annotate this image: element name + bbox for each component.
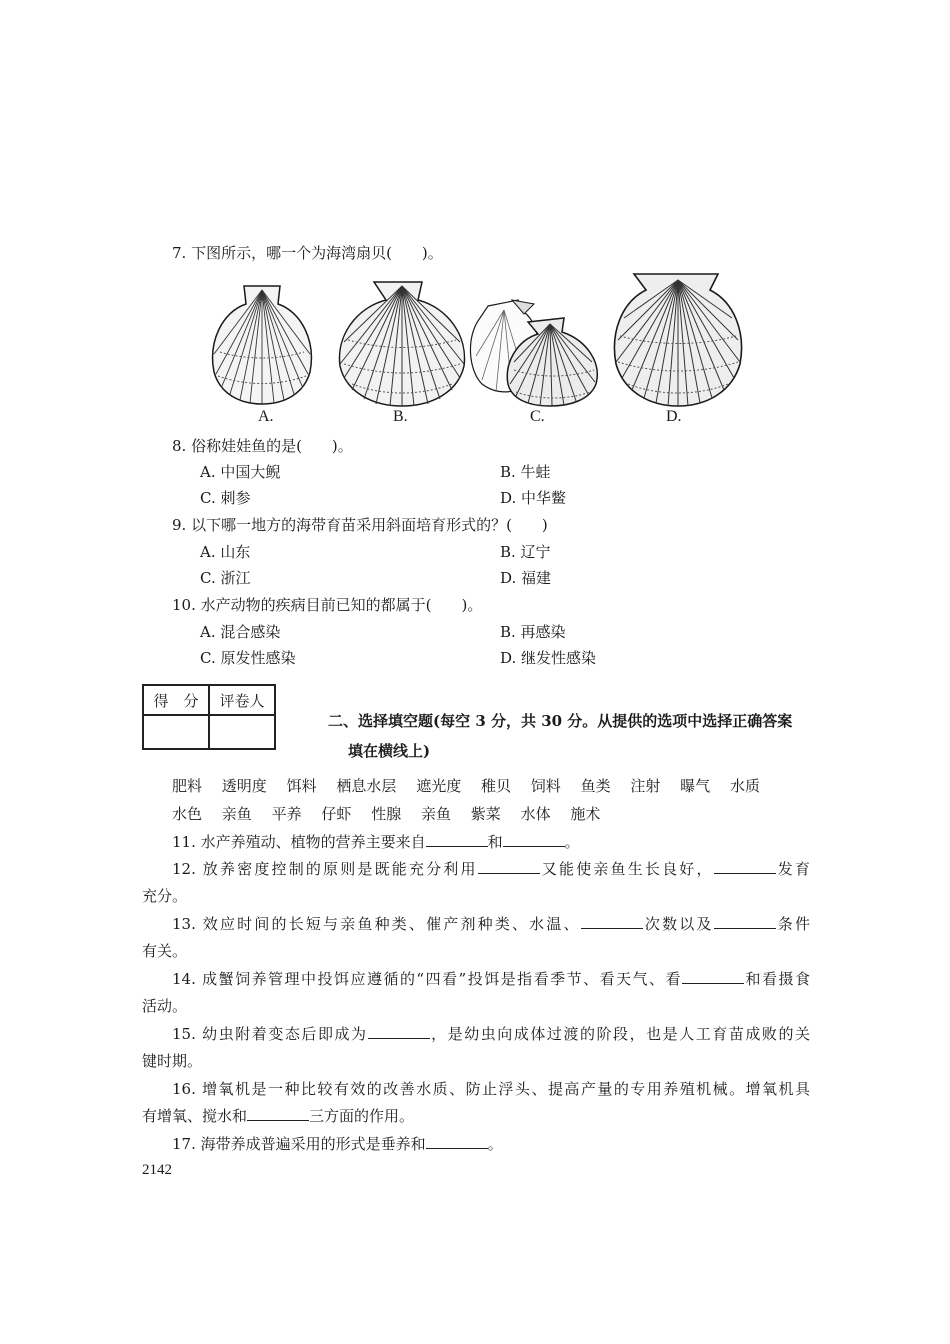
word-bank-item: 肥料 — [172, 777, 203, 795]
q15-continuation: 键时期。 — [142, 1052, 203, 1070]
word-bank-item: 饲料 — [530, 777, 561, 795]
q11-text-a: 11. 水产养殖动、植物的营养主要来自 — [172, 833, 426, 851]
q12-continuation: 充分。 — [142, 887, 188, 905]
scallop-shell-c-image — [468, 296, 608, 408]
q13-continuation: 有关。 — [142, 942, 188, 960]
q16-text-a: 16. 增氧机是一种比较有效的改善水质、防止浮头、提高产量的专用养殖机械。增氧机具 — [172, 1080, 810, 1098]
q8-option-b: B. 牛蛙 — [500, 463, 551, 481]
q12-text-c: 发育 — [775, 860, 810, 878]
q13-text-a: 13. 效应时间的长短与亲鱼种类、催产剂种类、水温、 — [172, 915, 581, 933]
q10-option-b: B. 再感染 — [500, 623, 566, 641]
question-8-stem: 8. 俗称娃娃鱼的是( )。 — [172, 437, 353, 455]
q12-blank-1[interactable] — [478, 859, 540, 874]
question-15-line-1 — [172, 1023, 810, 1044]
q12-text-a: 12. 放养密度控制的原则是既能充分利用 — [172, 860, 478, 878]
q16-text-b: 有增氧、搅水和 — [142, 1107, 248, 1125]
question-9-stem: 9. 以下哪一地方的海带育苗采用斜面培育形式的？( ) — [172, 516, 548, 534]
section-2-title-line1: 二、选择填空题(每空 3 分，共 30 分。从提供的选项中选择正确答案 — [328, 712, 793, 730]
word-bank-item: 性腺 — [371, 805, 402, 823]
q14-continuation: 活动。 — [142, 997, 188, 1015]
score-table — [142, 684, 276, 750]
q9-option-a: A. 山东 — [200, 543, 251, 561]
q17-text-a: 17. 海带养成普遍采用的形式是垂养和 — [172, 1135, 426, 1153]
word-bank-item: 水质 — [729, 777, 760, 795]
word-bank-row-2 — [172, 803, 615, 824]
word-bank-item: 水色 — [172, 805, 203, 823]
shell-label-c: C. — [530, 408, 545, 425]
question-13-line-1 — [172, 913, 810, 934]
q12-blank-2[interactable] — [714, 859, 776, 874]
score-header: 得 分 — [143, 685, 209, 715]
q16-text-c: 三方面的作用。 — [309, 1107, 415, 1125]
question-17 — [172, 1133, 503, 1154]
score-cell[interactable] — [143, 715, 209, 749]
word-bank-item: 遮光度 — [416, 777, 462, 795]
word-bank-item: 施术 — [570, 805, 601, 823]
word-bank-item: 平养 — [271, 805, 302, 823]
question-12-line-1 — [172, 858, 810, 879]
question-7-stem: 7. 下图所示，哪一个为海湾扇贝( )。 — [172, 244, 443, 262]
word-bank-item: 鱼类 — [580, 777, 611, 795]
question-10-stem: 10. 水产动物的疾病目前已知的都属于( )。 — [172, 596, 483, 614]
word-bank-item: 亲鱼 — [420, 805, 451, 823]
q15-blank-1[interactable] — [368, 1024, 430, 1039]
q15-text-b: ，是幼虫向成体过渡的阶段，也是人工育苗成败的关 — [429, 1025, 811, 1043]
word-bank-item: 稚贝 — [480, 777, 511, 795]
q14-text-a: 14. 成蟹饲养管理中投饵应遵循的“四看”投饵是指看季节、看天气、看 — [172, 970, 683, 988]
q13-blank-1[interactable] — [581, 914, 643, 929]
question-14-line-1 — [172, 968, 810, 989]
scallop-shell-a-image — [206, 282, 318, 406]
q10-option-d: D. 继发性感染 — [500, 649, 597, 667]
word-bank-row-1 — [172, 775, 775, 796]
word-bank-item: 透明度 — [221, 777, 267, 795]
q9-option-b: B. 辽宁 — [500, 543, 551, 561]
q17-blank-1[interactable] — [426, 1134, 488, 1149]
word-bank-item: 水体 — [520, 805, 551, 823]
grader-header: 评卷人 — [209, 685, 275, 715]
q13-text-b: 次数以及 — [642, 915, 714, 933]
word-bank-item: 仔虾 — [321, 805, 352, 823]
question-16-line-2 — [142, 1105, 414, 1126]
shell-label-a: A. — [258, 408, 274, 425]
q8-option-a: A. 中国大鲵 — [200, 463, 281, 481]
q9-option-c: C. 浙江 — [200, 569, 251, 587]
page-number: 2142 — [142, 1162, 172, 1178]
word-bank-item: 亲鱼 — [221, 805, 252, 823]
q9-option-d: D. 福建 — [500, 569, 552, 587]
word-bank-item: 栖息水层 — [336, 777, 397, 795]
q11-text-b: 和 — [487, 833, 503, 851]
word-bank-item: 紫菜 — [470, 805, 501, 823]
q13-blank-2[interactable] — [714, 914, 776, 929]
grader-cell[interactable] — [209, 715, 275, 749]
q15-text-a: 15. 幼虫附着变态后即成为 — [172, 1025, 368, 1043]
q8-option-c: C. 刺参 — [200, 489, 251, 507]
section-2-title-line2: 填在横线上) — [348, 742, 431, 760]
question-11 — [172, 831, 580, 852]
q17-text-b: 。 — [487, 1135, 503, 1153]
q16-blank-1[interactable] — [247, 1106, 309, 1121]
q11-text-c: 。 — [564, 833, 580, 851]
shell-label-b: B. — [393, 408, 408, 425]
scallop-shell-d-image — [610, 270, 746, 408]
question-16-line-1 — [172, 1078, 810, 1099]
q11-blank-2[interactable] — [503, 832, 565, 847]
q10-option-a: A. 混合感染 — [200, 623, 281, 641]
word-bank-item: 饵料 — [286, 777, 317, 795]
q8-option-d: D. 中华鳖 — [500, 489, 567, 507]
q12-text-b: 又能使亲鱼生长良好， — [539, 860, 714, 878]
word-bank-item: 注射 — [630, 777, 661, 795]
shell-label-d: D. — [666, 408, 682, 425]
word-bank-item: 曝气 — [680, 777, 711, 795]
q10-option-c: C. 原发性感染 — [200, 649, 296, 667]
scallop-shell-b-image — [334, 280, 470, 408]
q11-blank-1[interactable] — [426, 832, 488, 847]
q14-text-b: 和看摄食 — [744, 970, 810, 988]
q13-text-c: 条件 — [775, 915, 810, 933]
q14-blank-1[interactable] — [682, 969, 744, 984]
